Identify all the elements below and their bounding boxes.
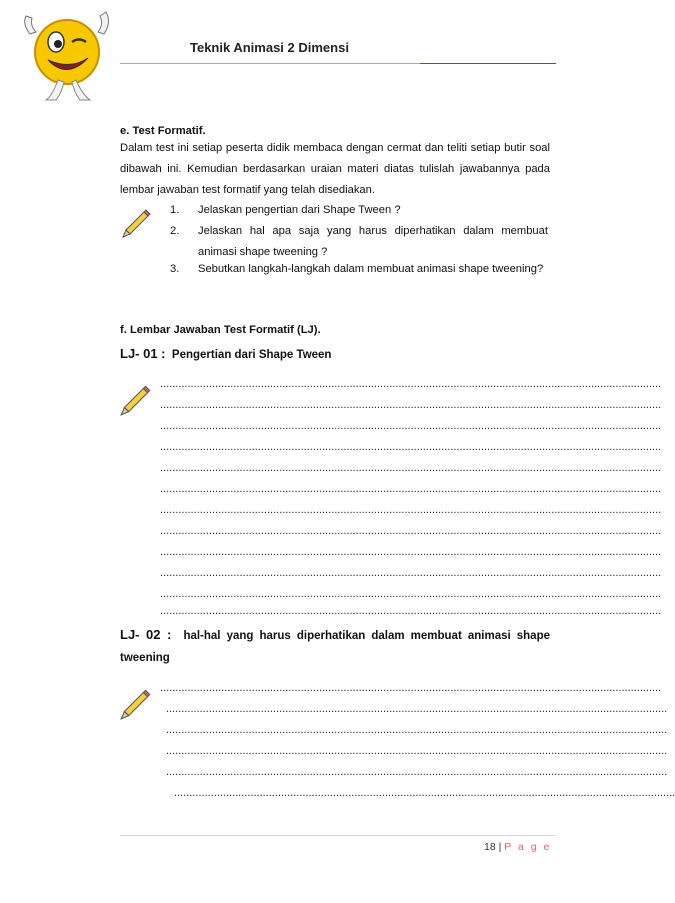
footer-divider [120,835,556,836]
section-f-heading: f. Lembar Jawaban Test Formatif (LJ). [120,324,321,336]
answer-line[interactable]: .................................................................................................................................................................... [160,441,662,453]
lj01-code: LJ- 01 : [120,346,166,361]
answer-line[interactable]: .................................................................................................................................................................... [160,605,662,617]
page-number: 18 [484,841,496,853]
pencil-icon [118,204,154,240]
answer-line[interactable]: .................................................................................................................................................................... [160,546,662,558]
question-2-text: Jelaskan hal apa saja yang harus diperhatikan dalam membuat animasi shape tweening ? [198,225,548,258]
question-3-text: Sebutkan langkah-langkah dalam membuat animasi shape tweening? [198,263,544,275]
pencil-icon [116,380,154,418]
smiley-mascot-icon [12,4,122,104]
lj02-title: hal-hal yang harus diperhatikan dalam membuat animasi shape tweening [120,630,550,664]
lj01-heading [120,346,331,361]
section-e-intro: Dalam test ini setiap peserta didik membaca dengan cermat dan teliti setiap butir soal dibawah ini. Kemudian berdasarkan uraian materi diatas tulislah jawabannya pada lembar jawaban test formatif yang telah disediakan. [120,142,550,196]
page-footer [484,841,551,853]
footer-separator: | [495,841,505,853]
page-label: P a g e [504,841,552,853]
answer-line[interactable]: .................................................................................................................................................................... [160,399,662,411]
question-1-number: 1. [170,204,180,216]
question-1-text: Jelaskan pengertian dari Shape Tween ? [198,204,401,216]
answer-line[interactable]: .................................................................................................................................................................... [166,703,668,715]
lj01-title: Pengertian dari Shape Tween [171,349,332,361]
answer-line[interactable]: .................................................................................................................................................................... [160,483,662,495]
answer-line[interactable]: .................................................................................................................................................................... [160,525,662,537]
answer-line[interactable]: .................................................................................................................................................................... [174,787,675,799]
pencil-icon [116,684,154,722]
lj02-code: LJ- 02 : [120,627,172,642]
header-title: Teknik Animasi 2 Dimensi [190,40,349,55]
section-e-heading: e. Test Formatif. [120,125,206,137]
answer-line[interactable]: .................................................................................................................................................................... [160,588,662,600]
answer-line[interactable]: .................................................................................................................................................................... [166,766,668,778]
header-divider-accent [420,63,556,64]
answer-line[interactable]: .................................................................................................................................................................... [160,420,662,432]
question-2-number: 2. [170,225,180,237]
lj02-heading [120,624,550,669]
answer-line[interactable]: .................................................................................................................................................................... [160,378,662,390]
answer-line[interactable]: .................................................................................................................................................................... [160,567,662,579]
answer-line[interactable]: .................................................................................................................................................................... [160,462,662,474]
answer-line[interactable]: .................................................................................................................................................................... [166,724,668,736]
answer-line[interactable]: .................................................................................................................................................................... [160,504,662,516]
answer-line[interactable]: .................................................................................................................................................................... [166,745,668,757]
answer-line[interactable]: .................................................................................................................................................................... [160,682,662,694]
question-3-number: 3. [170,263,180,275]
